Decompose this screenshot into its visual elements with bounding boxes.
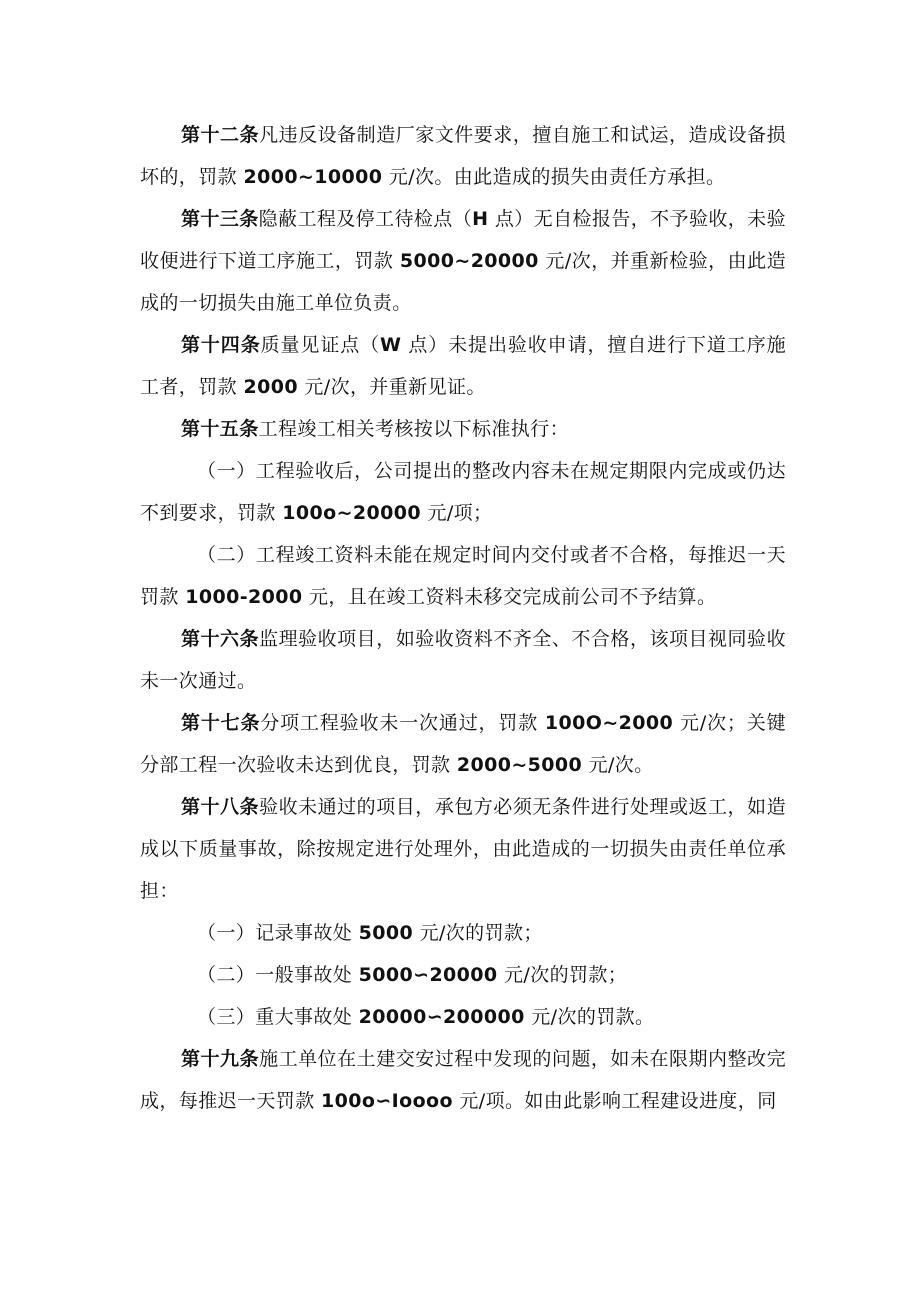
article-13: 第十三条隐蔽工程及停工待检点（H 点）无自检报告，不予验收，未验收便进行下道工序施工，罚款 5000~20000 元/次，并重新检验，由此造成的一切损失由施工单位负责。 [140, 208, 786, 314]
article-14: 第十四条质量见证点（W 点）未提出验收申请，擅自进行下道工序施工者，罚款 2000 元/次，并重新见证。 [140, 334, 786, 398]
article-13-heading: 第十三条 [181, 208, 259, 230]
article-19-heading: 第十九条 [181, 1048, 260, 1070]
article-15-item-2: （二）工程竣工资料未能在规定时间内交付或者不合格，每推迟一天罚款 1000-2000 元，且在竣工资料未移交完成前公司不予结算。 [140, 544, 786, 608]
article-15-heading: 第十五条 [181, 418, 259, 440]
document-body [140, 114, 786, 1122]
article-18: 第十八条验收未通过的项目，承包方必须无条件进行处理或返工，如造成以下质量事故，除按规定进行处理外，由此造成的一切损失由责任单位承担： [140, 796, 786, 902]
article-17-heading: 第十七条 [181, 712, 261, 734]
article-18-heading: 第十八条 [181, 796, 260, 818]
article-17: 第十七条分项工程验收未一次通过，罚款 100O~2000 元/次；关键分部工程一次验收未达到优良，罚款 2000~5000 元/次。 [140, 712, 786, 776]
article-14-heading: 第十四条 [181, 334, 261, 356]
article-16: 第十六条监理验收项目，如验收资料不齐全、不合格，该项目视同验收未一次通过。 [140, 628, 786, 692]
article-19: 第十九条施工单位在土建交安过程中发现的问题，如未在限期内整改完成，每推迟一天罚款 100o∽Ioooo 元/项。如由此影响工程建设进度，同 [140, 1048, 786, 1112]
article-15: 第十五条工程竣工相关考核按以下标准执行： [181, 418, 570, 440]
article-16-heading: 第十六条 [181, 628, 260, 650]
article-12: 第十二条凡违反设备制造厂家文件要求，擅自施工和试运，造成设备损坏的，罚款 2000~10000 元/次。由此造成的损失由责任方承担。 [140, 124, 786, 188]
article-15-item-1: （一）工程验收后，公司提出的整改内容未在规定期限内完成或仍达不到要求，罚款 100o~20000 元/项； [140, 460, 786, 524]
article-18-item-1: （一）记录事故处 5000 元/次的罚款； [197, 922, 543, 944]
article-18-item-3: （三）重大事故处 20000∽200000 元/次的罚款。 [197, 1006, 655, 1028]
article-12-heading: 第十二条 [181, 124, 260, 146]
article-18-item-2: （二）一般事故处 5000∽20000 元/次的罚款； [197, 964, 628, 986]
